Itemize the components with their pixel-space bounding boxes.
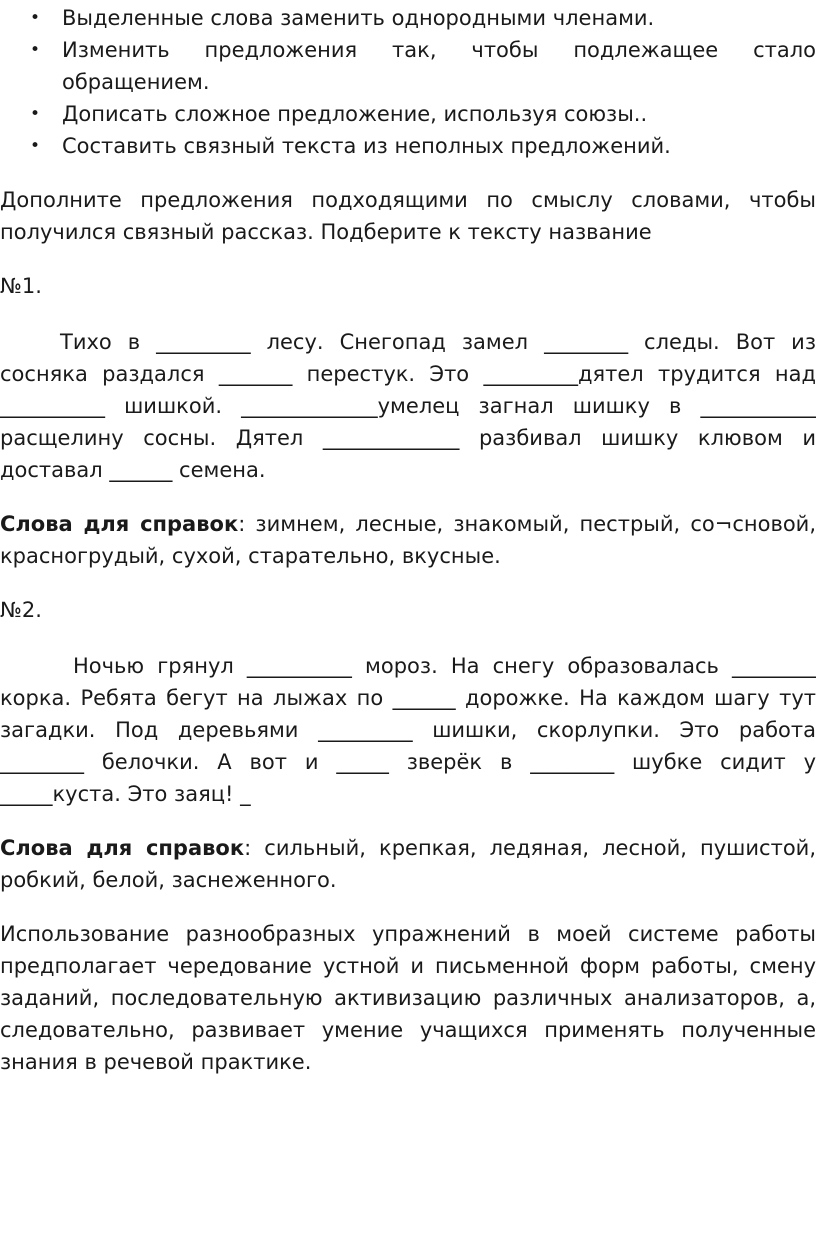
- exercise-1-text: Тихо в _________ лесу. Снегопад замел ________ следы. Вот из сосняка раздался _______ перестук. Это _________дятел трудится над __________ шишкой. _____________умелец загнал шишку в ___________ расщелину сосны. Дятел _____________ разбивал шишку клювом и доставал ______ семена.: [0, 330, 816, 482]
- words-list: : зимнем, лесные, знакомый, пестрый, со¬сновой, красногрудый, сухой, старательно, вкусные.: [0, 512, 816, 568]
- bullet-icon: •: [30, 8, 41, 28]
- exercise-2-words: [0, 832, 816, 896]
- task-text: Составить связный текста из неполных предложений.: [62, 134, 671, 158]
- document-page: [0, 2, 816, 1078]
- bullet-icon: •: [30, 136, 41, 156]
- conclusion-paragraph: Использование разнообразных упражнений в моей системе работы предполагает чередование устной и письменной форм работы, смену заданий, последовательную активизацию различных анализаторов, а, следовательно, развивает умение учащихся применять полученные знания в речевой практике.: [0, 922, 816, 1074]
- list-item: [0, 98, 816, 130]
- list-item: [0, 34, 816, 98]
- bullet-icon: •: [30, 40, 41, 60]
- exercise-2-text: Ночью грянул __________ мороз. На снегу образовалась ________ корка. Ребята бегут на лыжах по ______ дорожке. На каждом шагу тут загадки. Под деревьями _________ шишки, скорлупки. Это работа ________ белочки. А вот и _____ зверёк в ________ шубке сидит у _____куста. Это заяц! _: [0, 654, 816, 806]
- task-list: [0, 2, 816, 162]
- exercise-2-number: №2.: [0, 598, 42, 622]
- list-item: [0, 2, 816, 34]
- bullet-icon: •: [30, 104, 41, 124]
- exercise-1-number: №1.: [0, 274, 42, 298]
- task-text: Дописать сложное предложение, используя союзы..: [62, 102, 648, 126]
- instruction-paragraph: Дополните предложения подходящими по смыслу словами, чтобы получился связный рассказ. Подберите к тексту название: [0, 188, 816, 244]
- list-item: [0, 130, 816, 162]
- task-text: Изменить предложения так, чтобы подлежащее стало обращением.: [62, 38, 816, 94]
- exercise-1-words: [0, 508, 816, 572]
- words-list: : сильный, крепкая, ледяная, лесной, пушистой, робкий, белой, заснеженного.: [0, 836, 816, 892]
- words-label: Слова для справок: [0, 836, 245, 860]
- task-text: Выделенные слова заменить однородными членами.: [62, 6, 655, 30]
- words-label: Слова для справок: [0, 512, 239, 536]
